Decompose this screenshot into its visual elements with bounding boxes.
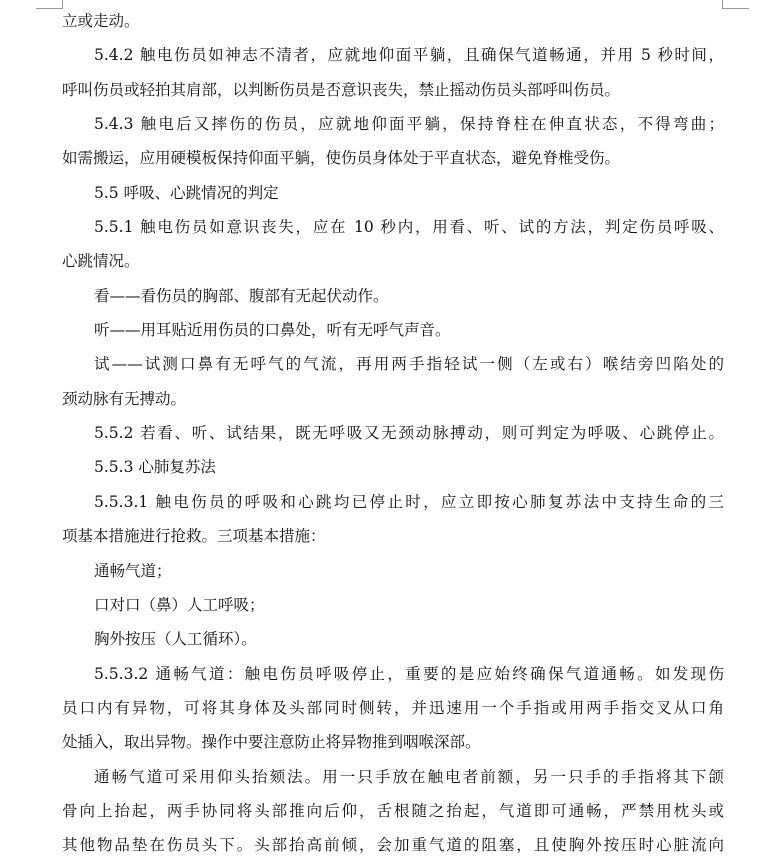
text-line: 如需搬运，应用硬模板保持仰面平躺，使伤员身体处于平直状态，避免脊椎受伤。	[62, 149, 621, 168]
text-line: 5.5.3.1 触电伤员的呼吸和心跳均已停止时，应立即按心肺复苏法中支持生命的三	[94, 492, 724, 511]
document-body[interactable]	[62, 4, 724, 863]
text-line: 看——看伤员的胸部、腹部有无起伏动作。	[94, 286, 389, 305]
text-line: 5.4.3 触电后又摔伤的伤员，应就地仰面平躺，保持脊柱在伸直状态，不得弯曲；	[94, 115, 724, 134]
text-line: 5.5.1 触电伤员如意识丧失，应在 10 秒内，用看、听、试的方法，判定伤员呼吸、	[94, 218, 724, 237]
text-line: 其他物品垫在伤员头下。头部抬高前倾，会加重气道的阻塞，且使胸外按压时心脏流向	[62, 836, 724, 855]
section-heading: 5.5 呼吸、心跳情况的判定	[94, 183, 279, 202]
text-line: 5.5.2 若看、听、试结果，既无呼吸又无颈动脉搏动，则可判定为呼吸、心跳停止。	[94, 424, 724, 443]
text-line: 心跳情况。	[62, 252, 140, 271]
text-line: 呼叫伤员或轻拍其肩部，以判断伤员是否意识丧失，禁止摇动伤员头部呼叫伤员。	[62, 80, 621, 99]
section-heading: 5.5.3 心肺复苏法	[94, 458, 216, 477]
margin-corner-mark-left	[36, 0, 63, 9]
text-line: 颈动脉有无搏动。	[62, 389, 187, 408]
list-item: 胸外按压（人工循环）。	[94, 630, 257, 649]
text-line: 立或走动。	[62, 12, 140, 30]
text-line: 5.4.2 触电伤员如神志不清者，应就地仰面平躺，且确保气道畅通，并用 5 秒时间，	[94, 46, 724, 65]
list-item: 口对口（鼻）人工呼吸；	[94, 595, 265, 614]
text-line: 处插入，取出异物。操作中要注意防止将异物推到咽喉深部。	[62, 733, 481, 752]
list-item: 通畅气道；	[94, 561, 172, 580]
text-line: 5.5.3.2 通畅气道：触电伤员呼吸停止，重要的是应始终确保气道通畅。如发现伤	[94, 664, 724, 683]
text-line: 试——试测口鼻有无呼气的气流，再用两手指轻试一侧（左或右）喉结旁凹陷处的	[94, 355, 724, 374]
text-line: 听——用耳贴近用伤员的口鼻处，听有无呼气声音。	[94, 321, 451, 340]
margin-corner-mark-right	[722, 0, 749, 9]
text-line: 通畅气道可采用仰头抬颏法。用一只手放在触电者前额，另一只手的手指将其下颌	[94, 767, 724, 786]
text-line: 骨向上抬起，两手协同将头部推向后仰，舌根随之抬起，气道即可通畅，严禁用枕头或	[62, 801, 724, 820]
text-line: 员口内有异物，可将其身体及头部同时侧转，并迅速用一个手指或用两手指交叉从口角	[62, 698, 724, 717]
text-line: 项基本措施进行抢救。三项基本措施：	[62, 527, 326, 546]
